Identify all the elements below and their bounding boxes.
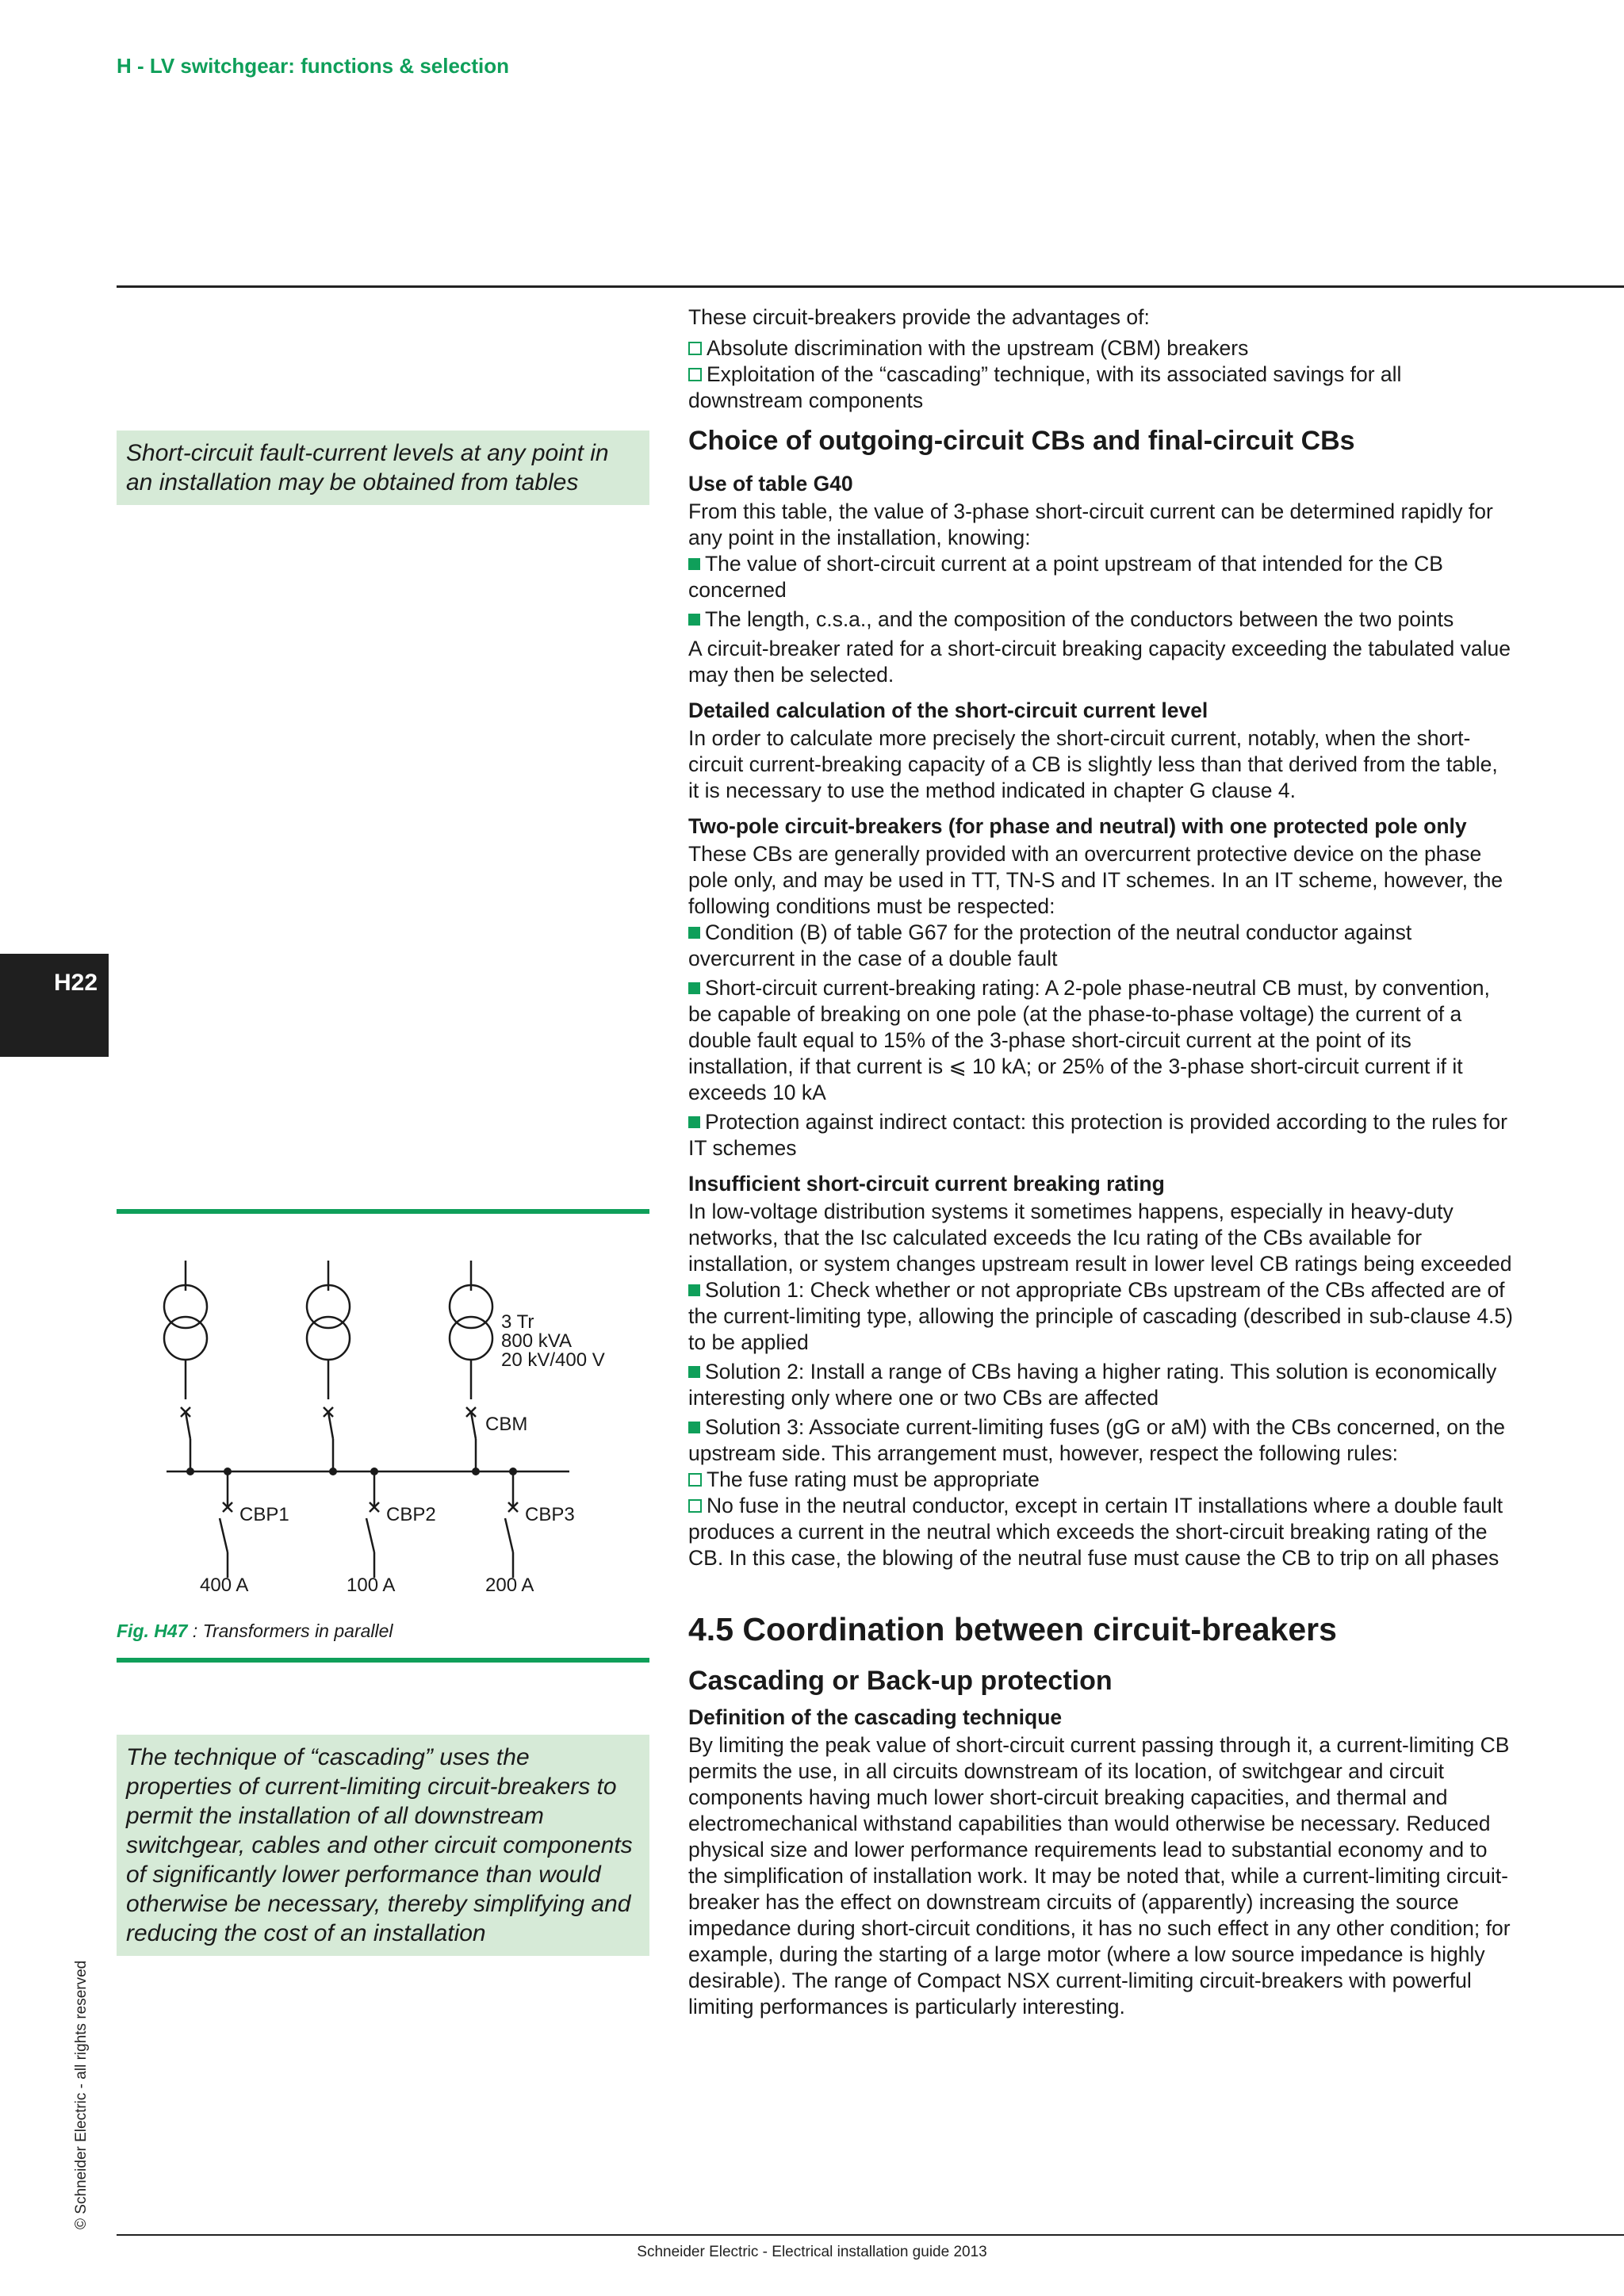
solution-item: Solution 1: Check whether or not appropriate CBs upstream of the CBs affected are of the current-limiting type, allowing the principle of cascading (described in sub-clause 4.5) to be applied [688,1278,1513,1354]
hollow-square-bullet-icon [688,1499,702,1513]
square-bullet-icon [688,1422,700,1433]
figure-top-rule [117,1209,649,1214]
fuse-rule-item: The fuse rating must be appropriate [688,1467,1513,1493]
heading-detailed-calculation: Detailed calculation of the short-circuit current level [688,698,1208,722]
transformers-parallel-diagram [117,1237,649,1617]
margin-note-cascading: The technique of “cascading” uses the properties of current-limiting circuit-breakers to permit the installation of all downstream switchgear, cables and other circuit components of significantly lower performance than would otherwise be necessary, thereby simplifying and reducing the cost of an installation [117,1735,649,1956]
figure-number: Fig. H47 [117,1621,188,1641]
section-heading-choice: Choice of outgoing-circuit CBs and final-circuit CBs [688,426,1355,456]
heading-cascading: Cascading or Back-up protection [688,1666,1113,1696]
use-table-item: The length, c.s.a., and the composition of the conductors between the two points [688,607,1513,633]
intro-text: These circuit-breakers provide the advantages of: [688,305,1150,329]
detailed-text: In order to calculate more precisely the short-circuit current, notably, when the short-circuit current-breaking capacity of a CB is slightly less than that derived from the table, it is necessary to use the method indicated in chapter G clause 4. [688,726,1498,802]
square-bullet-icon [688,614,700,626]
figure-caption [117,1621,393,1642]
heading-insufficient: Insufficient short-circuit current breaking rating [688,1172,1165,1196]
square-bullet-icon [688,927,700,939]
hollow-square-bullet-icon [688,1473,702,1487]
intro-item: Exploitation of the “cascading” technique, with its associated savings for all downstream components [688,362,1402,412]
page-footer: Schneider Electric - Electrical installation guide 2013 [637,2244,987,2260]
running-header: H - LV switchgear: functions & selection [117,54,510,78]
cbp1-label: CBP1 [239,1504,289,1525]
hollow-square-bullet-icon [688,342,702,355]
use-table-after: A circuit-breaker rated for a short-circuit breaking capacity exceeding the tabulated value may then be selected. [688,637,1511,687]
cbp3-label: CBP3 [525,1504,575,1525]
two-pole-item: Protection against indirect contact: this protection is provided according to the rules for IT schemes [688,1110,1507,1160]
rating-400a-label: 400 A [200,1575,249,1596]
solution-item: Solution 2: Install a range of CBs having a higher rating. This solution is economically interesting only where one or two CBs are affected [688,1360,1497,1410]
square-bullet-icon [688,558,700,570]
margin-note-short-circuit: Short-circuit fault-current levels at any point in an installation may be obtained from tables [117,430,649,505]
heading-two-pole: Two-pole circuit-breakers (for phase and neutral) with one protected pole only [688,814,1467,838]
transformer-voltage-label: 20 kV/400 V [501,1349,605,1371]
transformer-count-label: 3 Tr [501,1311,534,1333]
solution-item: Solution 3: Associate current-limiting fuses (gG or aM) with the CBs concerned, on the upstream side. This arrangement must, however, respect the following rules: [688,1415,1505,1465]
top-rule [117,285,1624,288]
square-bullet-icon [688,1366,700,1378]
main-column [688,304,1513,2020]
copyright-notice: © Schneider Electric - all rights reserved [73,1960,90,2229]
two-pole-item: Condition (B) of table G67 for the protection of the neutral conductor against overcurrent in the case of a double fault [688,920,1412,970]
use-table-text: From this table, the value of 3-phase short-circuit current can be determined rapidly for any point in the installation, knowing: [688,499,1493,549]
fuse-rule-item: No fuse in the neutral conductor, except in certain IT installations where a double fault produces a current in the neutral which exceeds the short-circuit breaking rating of the CB. In this case, the blowing of the neutral fuse must cause the CB to trip on all phases [688,1494,1503,1570]
two-pole-text: These CBs are generally provided with an overcurrent protective device on the phase pole only, and may be used in TT, TN-S and IT schemes. In an IT scheme, however, the following conditions must be respected: [688,842,1503,918]
cbm-label: CBM [485,1414,528,1435]
heading-definition: Definition of the cascading technique [688,1705,1063,1729]
square-bullet-icon [688,982,700,994]
square-bullet-icon [688,1284,700,1296]
cbp2-label: CBP2 [386,1504,436,1525]
two-pole-item: Short-circuit current-breaking rating: A 2-pole phase-neutral CB must, by convention, be capable of breaking on one pole (at the phase-to-phase voltage) the current of a double fault equal to 15% of the 3-phase short-circuit current at the point of its installation, if that current is ⩽ 10 kA; or 25% of the 3-phase short-circuit current if it exceeds 10 kA [688,976,1490,1104]
square-bullet-icon [688,1116,700,1128]
page-number-tab: H22 [0,954,109,1057]
intro-item: Absolute discrimination with the upstream (CBM) breakers [688,335,1513,362]
figure-caption-text: : Transformers in parallel [192,1621,393,1641]
heading-use-of-table: Use of table G40 [688,472,853,496]
use-table-item: The value of short-circuit current at a point upstream of that intended for the CB concerned [688,552,1443,602]
rating-200a-label: 200 A [485,1575,534,1596]
section-heading-4-5: 4.5 Coordination between circuit-breakers [688,1611,1337,1647]
insufficient-text: In low-voltage distribution systems it sometimes happens, especially in heavy-duty networks, that the Isc calculated exceeds the Icu rating of the CBs available for installation, or system changes upstream result in lower level CB ratings being exceeded [688,1200,1512,1276]
hollow-square-bullet-icon [688,368,702,381]
bottom-rule [117,2234,1624,2236]
transformer-power-label: 800 kVA [501,1330,572,1352]
definition-text: By limiting the peak value of short-circuit current passing through it, a current-limiting CB permits the use, in all circuits downstream of its location, of switchgear and circuit components having much lower short-circuit breaking capacities, and thermal and electromechanical withstand capabilities than would otherwise be necessary. Reduced physical size and lower performance requirements lead to substantial economy and to the simplification of installation work. It may be noted that, while a current-limiting circuit-breaker has the effect on downstream circuits of (apparently) increasing the source impedance during short-circuit conditions, it has no such effect in any other condition; for example, during the starting of a large motor (where a low source impedance is highly desirable). The range of Compact NSX current-limiting circuit-breakers with powerful limiting performances is particularly interesting. [688,1733,1511,2019]
rating-100a-label: 100 A [347,1575,396,1596]
figure-bottom-rule [117,1658,649,1663]
